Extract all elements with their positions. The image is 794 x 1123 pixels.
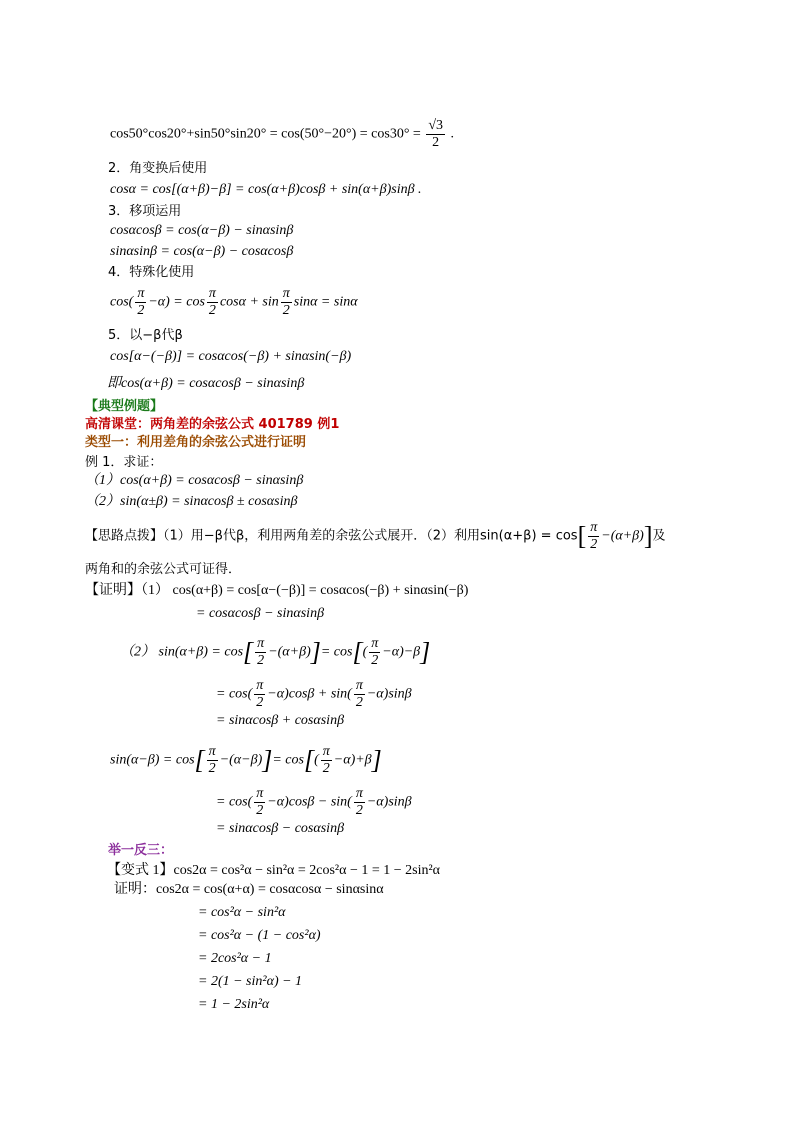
fraction-pi-over-2: $\frac{\pi}{2}$ <box>590 520 598 552</box>
variant-step-1: = cos²α − sin²α <box>198 905 286 920</box>
proof-3-line-2: = cos( $\frac{\pi}{2}$ −α)cosβ − sin( $\frac{\pi}{2}$ −α)sinβ <box>216 786 412 818</box>
fraction-pi-over-2: $\frac{\pi}{2}$ <box>371 636 379 668</box>
example-part-1: （1）cos(α+β) = cosαcosβ − sinαsinβ <box>85 473 304 488</box>
fraction-pi-over-2: $\frac{\pi}{2}$ <box>282 286 290 318</box>
formula-line-3b: sinαsinβ = cos(α−β) − cosαcosβ <box>110 244 294 259</box>
fraction-pi-over-2: $\frac{\pi}{2}$ <box>208 744 216 776</box>
formula-line-1 <box>110 118 454 151</box>
hint-text: 【思路点拨】（1）用−β代β，利用两角差的余弦公式展开．（2）利用sin(α+β) = cos <box>85 528 578 544</box>
fraction-pi-over-2: $\frac{\pi}{2}$ <box>322 744 330 776</box>
text: cos( <box>110 294 134 310</box>
proof-2-line-1: （2） sin(α+β) = cos[ $\frac{\pi}{2}$ −(α+β)]= cos[( $\frac{\pi}{2}$ −α)−β] <box>120 636 431 668</box>
fraction-pi-over-2: $\frac{\pi}{2}$ <box>208 286 216 318</box>
proof-1b: = cosαcosβ − sinαsinβ <box>196 606 325 621</box>
heading-2: 2．角变换后使用 <box>108 161 208 176</box>
period: . <box>450 126 455 142</box>
proof-3-line-1: sin(α−β) = cos[ $\frac{\pi}{2}$ −(α−β)]= cos[( $\frac{\pi}{2}$ −α)+β] <box>110 744 382 776</box>
formula-line-5b: 即cos(α+β) = cosαcosβ − sinαsinβ <box>107 376 305 391</box>
hint-line: 【思路点拨】（1）用−β代β，利用两角差的余弦公式展开．（2）利用sin(α+β) = cos[ $\frac{\pi}{2}$ −(α+β)]及 <box>85 520 666 552</box>
formula-line-2: cosα = cos[(α+β)−β] = cos(α+β)cosβ + sin(α+β)sinβ . <box>110 182 422 197</box>
frac-num: √3 <box>428 118 444 133</box>
text: −α) = cos <box>148 294 205 310</box>
variant-step-5: = 1 − 2sin²α <box>198 997 270 1012</box>
proof-2-line-3: = sinαcosβ + cosαsinβ <box>216 713 345 728</box>
fraction-pi-over-2: $\frac{\pi}{2}$ <box>355 786 363 818</box>
fraction-pi-over-2: $\frac{\pi}{2}$ <box>256 678 264 710</box>
heading-3: 3．移项运用 <box>108 204 182 219</box>
proof-2-line-2: = cos( $\frac{\pi}{2}$ −α)cosβ + sin( $\frac{\pi}{2}$ −α)sinβ <box>216 678 412 710</box>
formula-text: cos50°cos20°+sin50°sin20° = cos(50°−20°) = cos30° = <box>110 126 421 142</box>
variant-proof: 证明：cos2α = cos(α+α) = cosαcosα − sinαsinα <box>114 882 384 897</box>
proof-1a: 【证明】（1） cos(α+β) = cos[α−(−β)] = cosαcos(−β) + sinαsin(−β) <box>85 583 469 598</box>
example-title: 例 1．求证： <box>85 455 163 470</box>
formula-line-5a: cos[α−(−β)] = cosαcos(−β) + sinαsin(−β) <box>110 349 352 364</box>
formula-line-3a: cosαcosβ = cos(α−β) − sinαsinβ <box>110 223 294 238</box>
hd-class-heading: 高清课堂：两角差的余弦公式 401789 例1 <box>85 417 340 432</box>
typical-examples-heading: 【典型例题】 <box>85 399 164 414</box>
variant-step-2: = cos²α − (1 − cos²α) <box>198 928 321 943</box>
variant-1: 【变式 1】cos2α = cos²α − sin²α = 2cos²α − 1 = 1 − 2sin²α <box>107 863 440 878</box>
variant-step-4: = 2(1 − sin²α) − 1 <box>198 974 303 989</box>
text: cosα + sin <box>219 294 279 310</box>
proof-3-line-3: = sinαcosβ − cosαsinβ <box>216 821 345 836</box>
frac-den: 2 <box>432 135 440 150</box>
text: sinα = sinα <box>293 294 358 310</box>
variant-heading: 举一反三： <box>108 843 174 858</box>
variant-step-3: = 2cos²α − 1 <box>198 951 272 966</box>
heading-5: 5．以−β代β <box>108 328 183 343</box>
fraction-pi-over-2: $\frac{\pi}{2}$ <box>257 636 265 668</box>
fraction-pi-over-2: $\frac{\pi}{2}$ <box>355 678 363 710</box>
fraction-pi-over-2: $\frac{\pi}{2}$ <box>256 786 264 818</box>
type1-heading: 类型一：利用差角的余弦公式进行证明 <box>85 435 307 450</box>
example-part-2: （2）sin(α±β) = sinαcosβ ± cosαsinβ <box>85 494 298 509</box>
formula-line-4 <box>110 286 358 319</box>
fraction-sqrt3-over-2 <box>426 118 445 151</box>
fraction-pi-over-2: $\frac{\pi}{2}$ <box>137 286 145 318</box>
heading-4: 4．特殊化使用 <box>108 265 195 280</box>
hint-line-2: 两角和的余弦公式可证得． <box>85 562 242 577</box>
